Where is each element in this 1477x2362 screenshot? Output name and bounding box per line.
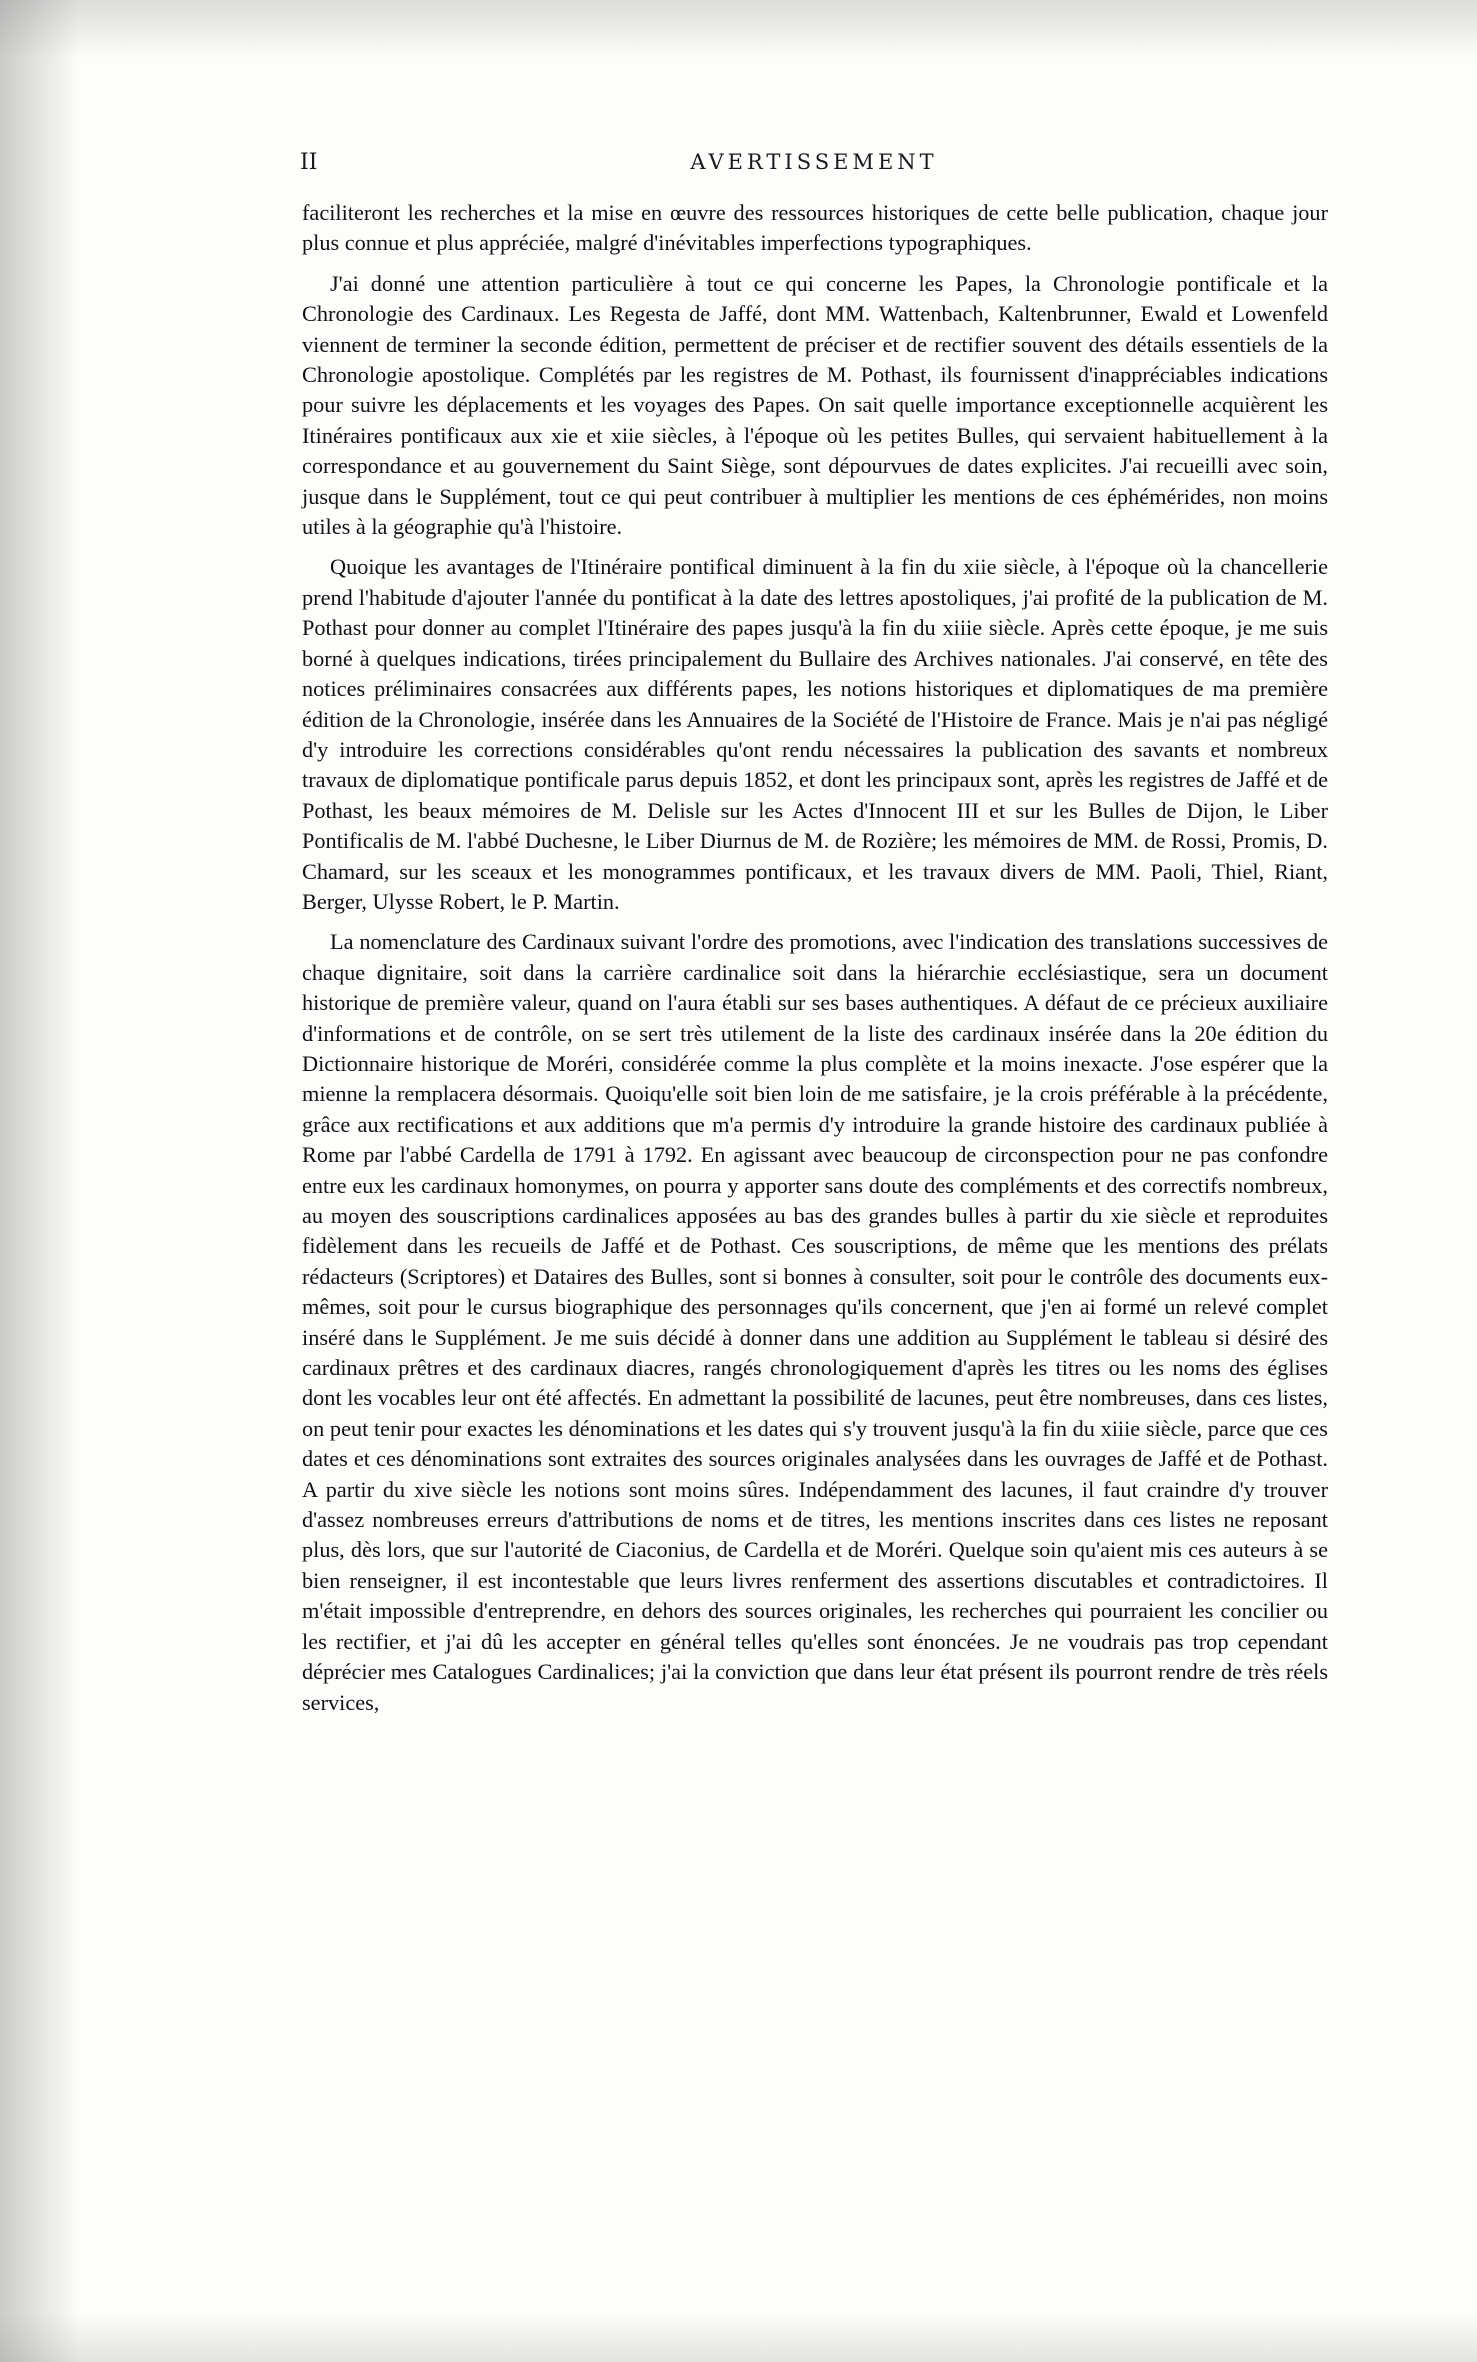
paragraph-continuation: faciliteront les recherches et la mise en œuvre des ressources historiques de cette belle publication, chaque jour plus connue et plus appréciée, malgré d'inévitables imperfections typographiques. (302, 200, 1328, 256)
paragraph-papes: J'ai donné une attention particulière à tout ce qui concerne les Papes, la Chronologie pontificale et la Chronologie des Cardinaux. Les Regesta de Jaffé, dont MM. Wattenbach, Kaltenbrunner, Ewald et Lowenfeld viennent de terminer la seconde édition, permettent de préciser et de rectifier souvent des détails essentiels de la Chronologie apostolique. Complétés par les registres de M. Pothast, ils fournissent d'inappréciables indications pour suivre les déplacements et les voyages des Papes. On sait quelle importance exceptionnelle acquièrent les Itinéraires pontificaux aux xie et xiie siècles, à l'époque où les petites Bulles, qui servaient habituellement à la correspondance et au gouvernement du Saint Siège, sont dépourvues de dates explicites. J'ai recueilli avec soin, jusque dans le Supplément, tout ce qui peut contribuer à multiplier les mentions de ces éphémérides, non moins utiles à la géographie qu'à l'histoire. (302, 270, 1328, 540)
scan-shadow-top (0, 0, 1477, 60)
paragraph-cardinaux: La nomenclature des Cardinaux suivant l'ordre des promotions, avec l'indication des translations successives de chaque dignitaire, soit dans la carrière cardinalice soit dans la hiérarchie ecclésiastique, sera un document historique de première valeur, quand on l'aura établi sur ses bases authentiques. A défaut de ce précieux auxiliaire d'informations et de contrôle, on se sert très utilement de la liste des cardinaux insérée dans la 20e édition du Dictionnaire historique de Moréri, considérée comme la plus complète et la moins inexacte. J'ose espérer que la mienne la remplacera désormais. Quoiqu'elle soit bien loin de me satisfaire, je la crois préférable à la précédente, grâce aux rectifications et aux additions que m'a permis d'y introduire la grande histoire des cardinaux publiée à Rome par l'abbé Cardella de 1791 à 1792. En agissant avec beaucoup de circonspection pour ne pas confondre entre eux les cardinaux homonymes, on pourra y apporter sans doute des compléments et des correctifs nombreux, au moyen des souscriptions cardinalices apposées au bas des grandes bulles à partir du xie siècle et reproduites fidèlement dans les recueils de Jaffé et de Pothast. Ces souscriptions, de même que les mentions des prélats rédacteurs (Scriptores) et Dataires des Bulles, sont si bonnes à consulter, soit pour le contrôle des documents eux-mêmes, soit pour le cursus biographique des personnages qu'ils concernent, que j'en ai formé un relevé complet inséré dans le Supplément. Je me suis décidé à donner dans une addition au Supplément le tableau si désiré des cardinaux prêtres et des cardinaux diacres, rangés chronologiquement d'après les titres ou les noms des églises dont les vocables leur ont été affectés. En admettant la possibilité de lacunes, peut être nombreuses, dans ces listes, on peut tenir pour exactes les dénominations et les dates qui s'y trouvent jusqu'à la fin du xiiie siècle, parce que ces dates et ces dénominations sont extraites des sources originales analysées dans les ouvrages de Jaffé et de Pothast. A partir du xive siècle les notions sont moins sûres. Indépendamment des lacunes, il faut craindre d'y trouver d'assez nombreuses erreurs d'attributions de noms et de titres, les mentions inscrites dans ces listes ne reposant plus, dès lors, que sur l'autorité de Ciaconius, de Cardella et de Moréri. Quelque soin qu'aient mis ces auteurs à se bien renseigner, il est incontestable que leurs livres renferment des assertions discutables et contradictoires. Il m'était impossible d'entreprendre, en dehors des sources originales, les recherches qui pourraient les concilier ou les rectifier, et j'ai dû les accepter en général telles qu'elles sont énoncées. Je ne voudrais pas trop cependant déprécier mes Catalogues Cardinalices; j'ai la conviction que dans leur état présent ils pourront rendre de très réels services, (302, 929, 1328, 1715)
paragraph-itineraire: Quoique les avantages de l'Itinéraire pontifical diminuent à la fin du xiie siècle, à l'époque où la chancellerie prend l'habitude d'ajouter l'année du pontificat à la date des lettres apostoliques, j'ai profité de la publication de M. Pothast pour donner au complet l'Itinéraire des papes jusqu'à la fin du xiiie siècle. Après cette époque, je me suis borné à quelques indications, tirées principalement du Bullaire des Archives nationales. J'ai conservé, en tête des notices préliminaires consacrées aux différents papes, les notions historiques et diplomatiques de ma première édition de la Chronologie, insérée dans les Annuaires de la Société de l'Histoire de France. Mais je n'ai pas négligé d'y introduire les corrections considérables qu'ont rendu nécessaires la publication des savants et nombreux travaux de diplomatique pontificale parus depuis 1852, et dont les principaux sont, après les registres de Jaffé et de Pothast, les beaux mémoires de M. Delisle sur les Actes d'Innocent III et sur les Bulles de Dijon, le Liber Pontificalis de M. l'abbé Duchesne, le Liber Diurnus de M. de Rozière; les mémoires de MM. de Rossi, Promis, D. Chamard, sur les sceaux et les monogrammes pontificaux, et les travaux divers de MM. Paoli, Thiel, Riant, Berger, Ulysse Robert, le P. Martin. (302, 554, 1328, 914)
page-header (300, 150, 1328, 186)
scan-shadow-bottom (0, 2312, 1477, 2362)
body-text (302, 198, 1328, 1728)
scan-shadow-left (0, 0, 80, 2362)
running-title: AVERTISSEMENT (690, 150, 938, 174)
page-number: II (300, 150, 318, 175)
